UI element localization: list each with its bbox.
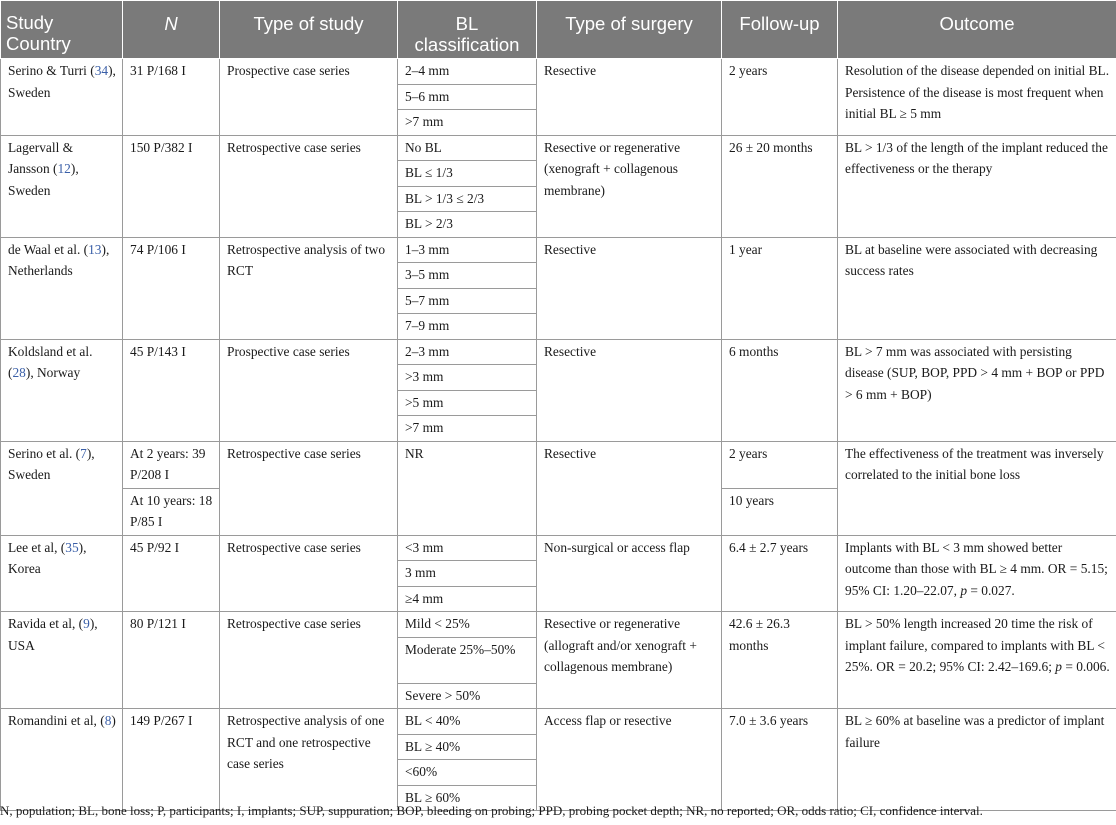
cell-bl: 5–7 mm <box>398 288 537 314</box>
cell-bl: <60% <box>398 760 537 786</box>
cell-surgery: Non-surgical or access flap <box>537 535 722 612</box>
cell-type-of-study: Retrospective analysis of two RCT <box>220 237 398 339</box>
cell-bl: <3 mm <box>398 535 537 561</box>
header-type-of-study: Type of study <box>220 1 398 59</box>
cell-outcome: Resolution of the disease depended on initial BL. Persistence of the disease is most frequent when initial BL ≥ 5 mm <box>838 59 1116 136</box>
cell-bl: 7–9 mm <box>398 314 537 340</box>
table-footnote: N, population; BL, bone loss; P, participants; I, implants; SUP, suppuration; BOP, bleeding on probing; PPD, probing pocket depth; NR, no reported; OR, odds ratio; CI, confidence interval. <box>0 803 983 818</box>
cell-surgery: Resective <box>537 441 722 535</box>
cell-bl: BL ≥ 60% <box>398 785 537 811</box>
cell-n: At 10 years: 18 P/85 I <box>123 488 220 535</box>
cell-outcome: BL at baseline were associated with decreasing success rates <box>838 237 1116 339</box>
cell-surgery: Resective <box>537 237 722 339</box>
table-row <box>1 339 1116 365</box>
cell-bl: BL > 2/3 <box>398 212 537 238</box>
cell-bl: >3 mm <box>398 365 537 391</box>
cell-follow-up: 1 year <box>722 237 838 339</box>
cell-surgery: Resective <box>537 59 722 136</box>
table-row <box>1 709 1116 735</box>
cell-bl: ≥4 mm <box>398 586 537 612</box>
cell-bl: No BL <box>398 135 537 161</box>
cell-bl: BL ≥ 40% <box>398 734 537 760</box>
table-row <box>1 59 1116 85</box>
cell-study: Koldsland et al. (28), Norway <box>1 339 123 441</box>
header-study-country: Study Country <box>1 1 123 59</box>
header-bl-classification: BL classification <box>398 1 537 59</box>
cell-bl: 3 mm <box>398 561 537 587</box>
cell-surgery: Access flap or resective <box>537 709 722 811</box>
cell-study: de Waal et al. (13), Netherlands <box>1 237 123 339</box>
header-follow-up: Follow-up <box>722 1 838 59</box>
cell-type-of-study: Prospective case series <box>220 59 398 136</box>
cell-bl: Severe > 50% <box>398 683 537 709</box>
cell-type-of-study: Retrospective case series <box>220 441 398 535</box>
header-n: N <box>123 1 220 59</box>
cell-follow-up: 2 years <box>722 59 838 136</box>
cell-bl: NR <box>398 441 537 535</box>
header-type-of-surgery: Type of surgery <box>537 1 722 59</box>
cell-type-of-study: Retrospective case series <box>220 135 398 237</box>
cell-bl: 2–3 mm <box>398 339 537 365</box>
cell-bl: Mild < 25% <box>398 612 537 638</box>
cell-bl: >5 mm <box>398 390 537 416</box>
cell-bl: BL < 40% <box>398 709 537 735</box>
cell-study: Lagervall & Jansson (12), Sweden <box>1 135 123 237</box>
cell-surgery: Resective or regenerative (allograft and/or xenograft + collagenous membrane) <box>537 612 722 709</box>
table-row <box>1 135 1116 161</box>
cell-study: Serino et al. (7), Sweden <box>1 441 123 535</box>
cell-study: Lee et al, (35), Korea <box>1 535 123 612</box>
cell-outcome: The effectiveness of the treatment was inversely correlated to the initial bone loss <box>838 441 1116 535</box>
table-row <box>1 535 1116 561</box>
cell-surgery: Resective <box>537 339 722 441</box>
cell-outcome: BL > 7 mm was associated with persisting disease (SUP, BOP, PPD > 4 mm + BOP or PPD > 6 mm + BOP) <box>838 339 1116 441</box>
cell-study: Ravida et al, (9), USA <box>1 612 123 709</box>
cell-follow-up: 42.6 ± 26.3 months <box>722 612 838 709</box>
cell-bl: >7 mm <box>398 110 537 136</box>
cell-type-of-study: Retrospective analysis of one RCT and one retrospective case series <box>220 709 398 811</box>
cell-follow-up: 26 ± 20 months <box>722 135 838 237</box>
header-outcome: Outcome <box>838 1 1116 59</box>
cell-n: 80 P/121 I <box>123 612 220 709</box>
cell-type-of-study: Retrospective case series <box>220 612 398 709</box>
cell-study: Romandini et al, (8) <box>1 709 123 811</box>
cell-follow-up: 7.0 ± 3.6 years <box>722 709 838 811</box>
cell-n: 45 P/92 I <box>123 535 220 612</box>
cell-n: 31 P/168 I <box>123 59 220 136</box>
cell-type-of-study: Prospective case series <box>220 339 398 441</box>
cell-outcome: Implants with BL < 3 mm showed better outcome than those with BL ≥ 4 mm. OR = 5.15; 95% CI: 1.20–22.07, p = 0.027. <box>838 535 1116 612</box>
table-row <box>1 441 1116 488</box>
header-row <box>1 1 1116 59</box>
cell-follow-up: 10 years <box>722 488 838 535</box>
cell-outcome: BL ≥ 60% at baseline was a predictor of implant failure <box>838 709 1116 811</box>
cell-study: Serino & Turri (34), Sweden <box>1 59 123 136</box>
cell-n: 149 P/267 I <box>123 709 220 811</box>
table-row <box>1 237 1116 263</box>
cell-follow-up: 6 months <box>722 339 838 441</box>
cell-bl: BL ≤ 1/3 <box>398 161 537 187</box>
cell-outcome: BL > 50% length increased 20 time the risk of implant failure, compared to implants with BL < 25%. OR = 20.2; 95% CI: 2.42–169.6; p = 0.006. <box>838 612 1116 709</box>
table-row <box>1 612 1116 638</box>
cell-n: At 2 years: 39 P/208 I <box>123 441 220 488</box>
cell-outcome: BL > 1/3 of the length of the implant reduced the effectiveness or the therapy <box>838 135 1116 237</box>
cell-bl: 2–4 mm <box>398 59 537 85</box>
cell-n: 150 P/382 I <box>123 135 220 237</box>
cell-bl: Moderate 25%–50% <box>398 637 537 683</box>
cell-follow-up: 6.4 ± 2.7 years <box>722 535 838 612</box>
cell-bl: 5–6 mm <box>398 84 537 110</box>
cell-n: 74 P/106 I <box>123 237 220 339</box>
cell-n: 45 P/143 I <box>123 339 220 441</box>
cell-bl: >7 mm <box>398 416 537 442</box>
cell-bl: BL > 1/3 ≤ 2/3 <box>398 186 537 212</box>
cell-follow-up: 2 years <box>722 441 838 488</box>
cell-type-of-study: Retrospective case series <box>220 535 398 612</box>
cell-bl: 3–5 mm <box>398 263 537 289</box>
cell-bl: 1–3 mm <box>398 237 537 263</box>
cell-surgery: Resective or regenerative (xenograft + collagenous membrane) <box>537 135 722 237</box>
